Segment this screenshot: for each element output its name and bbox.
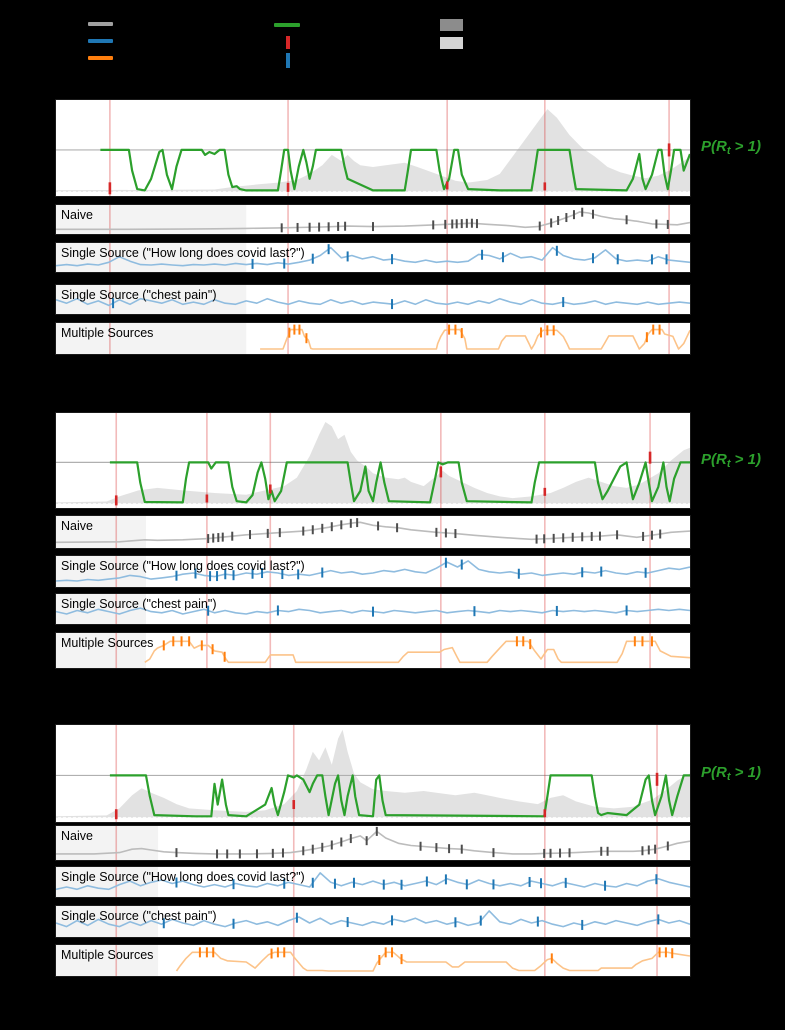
row-chart-query2: [56, 906, 690, 937]
naive-line: [56, 522, 690, 542]
row-label-query2: Single Source ("chest pain"): [61, 288, 217, 302]
row-chart-naive: [56, 516, 690, 548]
row-chart-multi: [56, 945, 690, 976]
p-rt-label-part: > 1): [730, 763, 761, 781]
p-rt-label-part: P(R: [701, 138, 727, 155]
pre-period-shade: [56, 945, 158, 976]
row-chart-multi: [56, 323, 690, 354]
legend-light-patch-swatch: [440, 37, 463, 49]
pre-period-shade: [56, 906, 158, 937]
query1-line: [56, 561, 690, 581]
p-rt-label: [701, 764, 761, 783]
p-rt-chart: [56, 725, 690, 822]
pre-period-shade: [56, 594, 146, 624]
row-label-query2: Single Source ("chest pain"): [61, 909, 217, 923]
legend-red-event-tick-swatch: [286, 36, 290, 49]
row-label-multi: Multiple Sources: [61, 326, 154, 340]
p-rt-chart: [56, 413, 690, 508]
row-label-query1: Single Source ("How long does covid last?"): [61, 559, 305, 573]
legend-dark-patch-swatch: [440, 19, 463, 31]
pre-period-shade: [56, 633, 146, 668]
legend: [0, 0, 785, 80]
row-chart-query1: [56, 867, 690, 897]
legend-multiple-sources-line-swatch: [88, 56, 113, 60]
row-label-query2: Single Source ("chest pain"): [61, 597, 217, 611]
pre-period-shade: [56, 826, 158, 860]
row-chart-query2: [56, 285, 690, 314]
pre-period-shade: [56, 243, 246, 272]
row-label-multi: Multiple Sources: [61, 636, 154, 650]
p-rt-chart: [56, 100, 690, 196]
p-rt-label: [701, 451, 761, 470]
multi-line: [177, 952, 691, 971]
legend-p-rt-line-swatch: [274, 23, 300, 27]
row-chart-multi: [56, 633, 690, 668]
p-rt-label-part: t: [726, 457, 731, 470]
row-chart-naive: [56, 205, 690, 234]
row-chart-query2: [56, 594, 690, 624]
p-rt-label-part: P(R: [701, 450, 727, 468]
row-chart-query1: [56, 243, 690, 272]
row-label-query1: Single Source ("How long does covid last?"): [61, 870, 305, 884]
p-rt-label: [701, 138, 761, 157]
row-label-naive: Naive: [61, 519, 93, 533]
legend-single-source-line-swatch: [88, 39, 113, 43]
row-chart-naive: [56, 826, 690, 860]
pre-period-shade: [56, 285, 246, 314]
multi-line: [145, 641, 690, 662]
pre-period-shade: [56, 556, 146, 587]
row-label-naive: Naive: [61, 208, 93, 222]
p-rt-label-part: P(R: [701, 763, 727, 781]
legend-blue-event-tick-swatch: [286, 53, 290, 68]
row-label-naive: Naive: [61, 829, 93, 843]
row-label-query1: Single Source ("How long does covid last?"): [61, 246, 305, 260]
pre-period-shade: [56, 323, 246, 354]
pre-period-shade: [56, 867, 158, 897]
p-rt-label-part: > 1): [730, 138, 761, 155]
p-rt-label-part: t: [726, 145, 731, 157]
pre-period-shade: [56, 516, 146, 548]
p-rt-label-part: t: [726, 770, 731, 783]
row-chart-query1: [56, 556, 690, 587]
multi-line: [260, 330, 690, 349]
legend-naive-line-swatch: [88, 22, 113, 26]
row-label-multi: Multiple Sources: [61, 948, 154, 962]
p-rt-label-part: > 1): [730, 450, 761, 468]
